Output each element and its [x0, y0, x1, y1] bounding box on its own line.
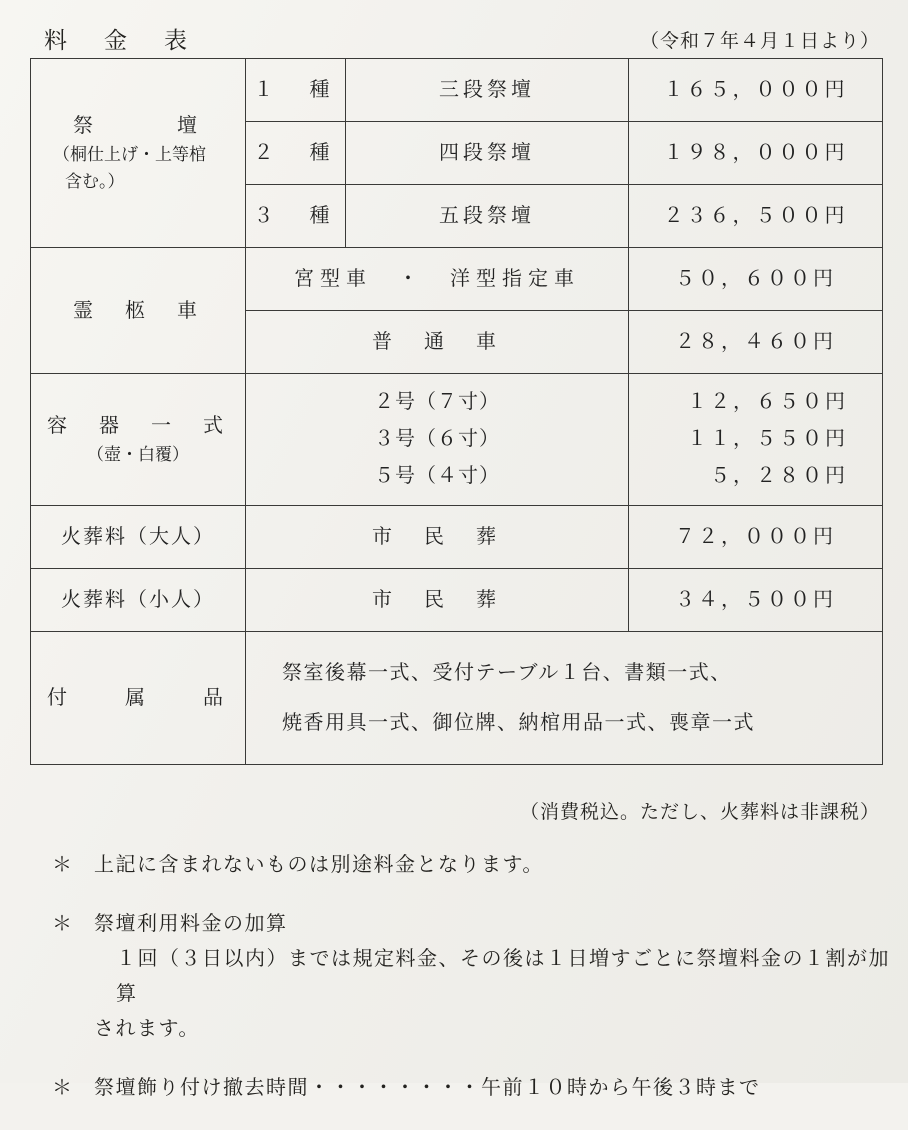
category-label: 祭 壇	[73, 114, 203, 137]
item-label: 普 通 車	[372, 331, 502, 353]
item-cell	[346, 59, 629, 122]
category-label: 火葬料（大人）	[61, 526, 215, 548]
category-label: 霊 柩 車	[73, 299, 203, 322]
asterisk-icon: ＊	[52, 854, 74, 876]
item-label: 四段祭壇	[439, 142, 535, 164]
price-cell	[629, 248, 883, 311]
table-row	[31, 632, 883, 765]
item-label: ２号（７寸）	[374, 391, 500, 413]
price-cell	[629, 311, 883, 374]
price-label: １１，５５０円	[687, 428, 848, 450]
category-label: 火葬料（小人）	[61, 589, 215, 611]
kind-label: ３ 種	[253, 205, 338, 227]
note-body	[94, 907, 892, 1047]
item-cell	[346, 185, 629, 248]
price-cell	[629, 506, 883, 569]
price-label: ５０，６００円	[675, 268, 836, 290]
table-row	[31, 248, 883, 311]
price-label: ２８，４６０円	[675, 331, 836, 353]
kind-label: ２ 種	[253, 142, 338, 164]
item-label: 市 民 葬	[372, 526, 502, 548]
price-label: １９８，０００円	[663, 142, 848, 164]
category-sublabel-1: （桐仕上げ・上等棺	[53, 144, 206, 164]
price-label: ３４，５００円	[675, 589, 836, 611]
table-row	[31, 374, 883, 506]
price-label: ５，２８０円	[710, 465, 848, 487]
note-line: 祭壇利用料金の加算	[94, 913, 288, 935]
item-cell	[246, 569, 629, 632]
price-cell	[629, 374, 883, 506]
note-item	[52, 907, 892, 1047]
item-cell	[246, 311, 629, 374]
table-row	[31, 59, 883, 122]
item-label: 宮型車 ・ 洋型指定車	[294, 268, 580, 290]
category-label: 容 器 一 式	[47, 414, 229, 437]
item-label: 市 民 葬	[372, 589, 502, 611]
price-list	[629, 374, 882, 505]
kind-cell	[246, 185, 346, 248]
category-cell-fuzokuhin	[31, 632, 246, 765]
category-sublabel-1: （壺・白覆）	[87, 444, 189, 464]
item-label: 五段祭壇	[439, 205, 535, 227]
category-cell-kasou-child	[31, 569, 246, 632]
note-line: 上記に含まれないものは別途料金となります。	[94, 854, 544, 876]
table-row	[31, 569, 883, 632]
price-label: ７２，０００円	[675, 526, 836, 548]
item-cell	[346, 122, 629, 185]
price-label: ２３６，５００円	[663, 205, 848, 227]
note-item	[52, 848, 892, 883]
note-line: 祭壇飾り付け撤去時間・・・・・・・・午前１０時から午後３時まで	[94, 1077, 761, 1099]
attachment-line: 焼香用具一式、御位牌、納棺用品一式、喪章一式	[282, 712, 755, 734]
category-cell-reikyusha	[31, 248, 246, 374]
attachments-list	[246, 632, 882, 764]
category-cell-saidan	[31, 59, 246, 248]
kind-cell	[246, 122, 346, 185]
item-label: 三段祭壇	[439, 79, 535, 101]
asterisk-icon: ＊	[52, 1077, 74, 1099]
item-cell	[246, 374, 629, 506]
kind-cell	[246, 59, 346, 122]
attachments-cell	[246, 632, 883, 765]
category-cell-yoki	[31, 374, 246, 506]
item-label: ３号（６寸）	[374, 428, 500, 450]
category-label: 付 属 品	[47, 687, 229, 709]
note-body	[94, 848, 892, 883]
item-cell	[246, 506, 629, 569]
category-sublabel-2: 含む。）	[65, 172, 125, 191]
note-body	[94, 1071, 892, 1106]
price-cell	[629, 569, 883, 632]
price-cell	[629, 185, 883, 248]
note-item	[52, 1071, 892, 1106]
item-cell	[246, 248, 629, 311]
price-cell	[629, 59, 883, 122]
note-line: １回（３日以内）までは規定料金、その後は１日増すごとに祭壇料金の１割が加算	[116, 948, 890, 1005]
price-label: １６５，０００円	[663, 79, 848, 101]
attachment-line: 祭室後幕一式、受付テーブル１台、書類一式、	[282, 662, 732, 684]
price-label: １２，６５０円	[687, 391, 848, 413]
item-list	[246, 374, 628, 505]
asterisk-icon: ＊	[52, 913, 74, 935]
notes-section	[52, 848, 892, 1130]
effective-date-note: （令和７年４月１日より）	[639, 31, 880, 52]
note-line: されます。	[94, 1018, 200, 1040]
page-title: 料 金 表	[44, 28, 194, 53]
item-label: ５号（４寸）	[374, 465, 500, 487]
kind-label: １ 種	[253, 79, 338, 101]
table-row	[31, 506, 883, 569]
price-cell	[629, 122, 883, 185]
tax-note: （消費税込。ただし、火葬料は非課税）	[519, 802, 880, 823]
category-cell-kasou-adult	[31, 506, 246, 569]
price-table	[30, 58, 883, 765]
